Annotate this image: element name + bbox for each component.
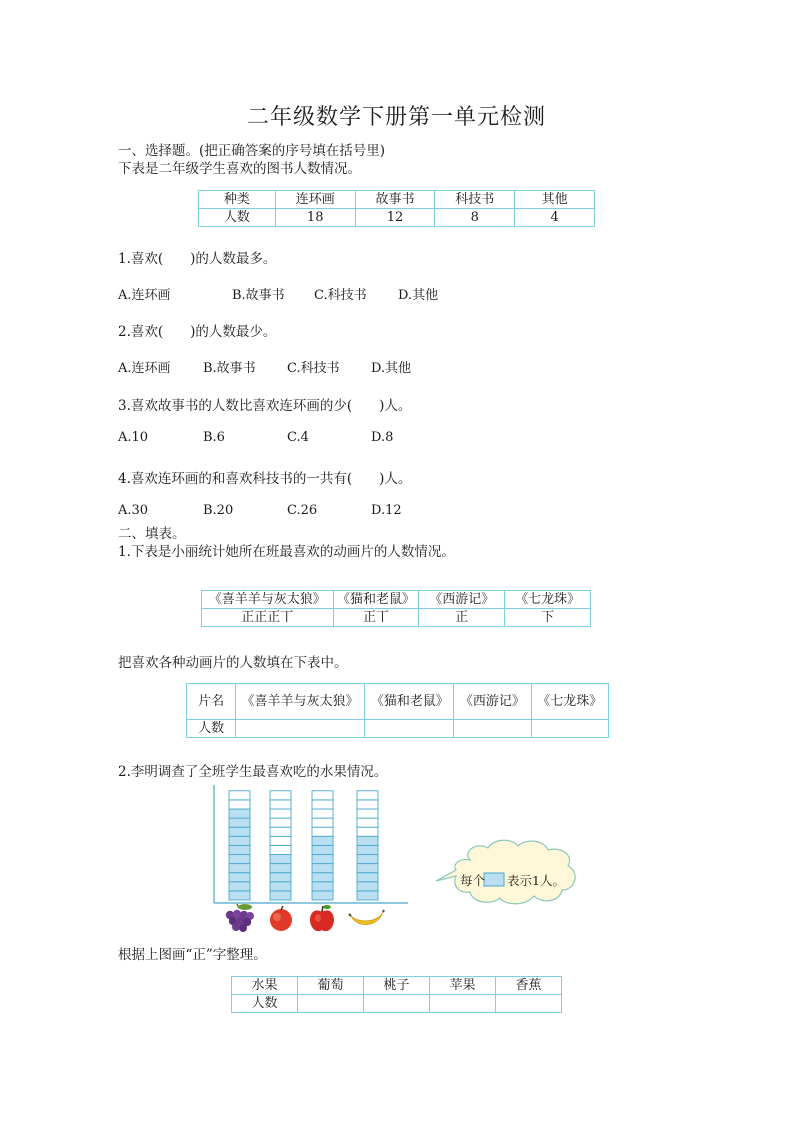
empty-unit-cell xyxy=(270,791,291,800)
fill-row-label: 人数 xyxy=(187,720,236,738)
empty-unit-cell xyxy=(270,845,291,854)
q1-option-b: B.故事书 xyxy=(232,288,285,303)
books-header-cell: 科技书 xyxy=(435,191,515,209)
question-2: 2.喜欢( )的人数最少。 xyxy=(118,324,277,340)
bar-banana xyxy=(357,791,378,900)
empty-unit-cell xyxy=(357,791,378,800)
filled-unit-cell xyxy=(229,855,250,864)
empty-unit-cell xyxy=(357,827,378,836)
filled-unit-cell xyxy=(270,873,291,882)
q3-option-d: D.8 xyxy=(371,430,394,445)
empty-unit-cell xyxy=(229,791,250,800)
filled-unit-cell xyxy=(312,864,333,873)
empty-unit-cell xyxy=(312,827,333,836)
books-value-cell: 18 xyxy=(275,209,355,227)
books-header-cell: 连环画 xyxy=(275,191,355,209)
filled-unit-cell xyxy=(357,845,378,854)
section1-heading: 一、选择题。(把正确答案的序号填在括号里) xyxy=(118,143,386,159)
fruit-table-row xyxy=(232,995,562,1013)
question-4: 4.喜欢连环画的和喜欢科技书的一共有( )人。 xyxy=(118,471,412,487)
empty-unit-cell xyxy=(312,809,333,818)
filled-unit-cell xyxy=(229,873,250,882)
empty-unit-cell xyxy=(229,800,250,809)
filled-unit-cell xyxy=(270,855,291,864)
section2-q2-intro: 2.李明调查了全班学生最喜欢吃的水果情况。 xyxy=(118,764,388,780)
legend-prefix: 每个 xyxy=(460,873,486,888)
bar-grape xyxy=(229,791,250,900)
books-value-cell: 4 xyxy=(515,209,595,227)
peach-icon xyxy=(270,906,292,931)
filled-unit-cell xyxy=(270,864,291,873)
empty-unit-cell xyxy=(312,791,333,800)
books-value-cell: 12 xyxy=(355,209,435,227)
fruit-header-cell: 水果 xyxy=(232,977,298,995)
q2-option-a: A.连环画 xyxy=(118,361,171,376)
empty-unit-cell xyxy=(357,809,378,818)
q4-option-b: B.20 xyxy=(203,503,234,518)
books-row-label: 人数 xyxy=(199,209,276,227)
filled-unit-cell xyxy=(357,873,378,882)
filled-unit-cell xyxy=(229,827,250,836)
books-value-cell: 8 xyxy=(435,209,515,227)
tally-cell: 正正正丅 xyxy=(202,609,334,627)
fill-label-header: 片名 xyxy=(187,684,236,720)
answer-cell[interactable] xyxy=(364,995,430,1013)
page-title: 二年级数学下册第一单元检测 xyxy=(246,105,546,130)
books-header-cell: 故事书 xyxy=(355,191,435,209)
filled-unit-cell xyxy=(357,891,378,900)
q4-option-d: D.12 xyxy=(371,503,402,518)
empty-unit-cell xyxy=(312,818,333,827)
fill-instruction: 把喜欢各种动画片的人数填在下表中。 xyxy=(118,655,348,671)
q3-option-a: A.10 xyxy=(118,430,149,445)
filled-unit-cell xyxy=(229,809,250,818)
fruit-row-label: 人数 xyxy=(232,995,298,1013)
filled-unit-cell xyxy=(229,891,250,900)
q2-option-b: B.故事书 xyxy=(203,361,256,376)
apple-icon xyxy=(310,905,334,931)
books-header-cell: 其他 xyxy=(515,191,595,209)
fill-header-cell: 《七龙珠》 xyxy=(531,684,608,720)
answer-cell[interactable] xyxy=(430,995,496,1013)
filled-unit-cell xyxy=(357,864,378,873)
empty-unit-cell xyxy=(357,800,378,809)
question-1: 1.喜欢( )的人数最多。 xyxy=(118,251,277,267)
cartoon-header-cell: 《西游记》 xyxy=(419,591,505,609)
q3-option-c: C.4 xyxy=(287,430,309,445)
q1-option-d: D.其他 xyxy=(398,288,439,303)
fruit-table xyxy=(231,976,562,1013)
q2-option-c: C.科技书 xyxy=(287,361,340,376)
filled-unit-cell xyxy=(312,845,333,854)
section2-heading: 二、填表。 xyxy=(118,526,186,542)
fruit-header-cell: 苹果 xyxy=(430,977,496,995)
tally-cell: 下 xyxy=(505,609,591,627)
tally-instruction: 根据上图画“正”字整理。 xyxy=(118,947,267,963)
q2-option-d: D.其他 xyxy=(371,361,412,376)
answer-cell[interactable] xyxy=(496,995,562,1013)
empty-unit-cell xyxy=(270,800,291,809)
empty-unit-cell xyxy=(270,827,291,836)
empty-unit-cell xyxy=(270,836,291,845)
empty-unit-cell xyxy=(312,800,333,809)
tally-cell: 正丅 xyxy=(333,609,419,627)
empty-unit-cell xyxy=(270,809,291,818)
cartoon-header-cell: 《喜羊羊与灰太狼》 xyxy=(202,591,334,609)
question-3: 3.喜欢故事书的人数比喜欢连环画的少( )人。 xyxy=(118,398,412,414)
q1-option-a: A.连环画 xyxy=(118,288,171,303)
fruit-table-header-row xyxy=(232,977,562,995)
fill-header-cell: 《猫和老鼠》 xyxy=(364,684,453,720)
filled-unit-cell xyxy=(229,818,250,827)
section1-intro: 下表是二年级学生喜欢的图书人数情况。 xyxy=(118,161,361,177)
legend-unit-square xyxy=(484,873,504,886)
bar-peach xyxy=(270,791,291,900)
filled-unit-cell xyxy=(270,891,291,900)
section2-q1-intro: 1.下表是小丽统计她所在班最喜欢的动画片的人数情况。 xyxy=(118,544,455,560)
filled-unit-cell xyxy=(357,882,378,891)
q3-option-b: B.6 xyxy=(203,430,225,445)
empty-unit-cell xyxy=(270,818,291,827)
bar-apple xyxy=(312,791,333,900)
filled-unit-cell xyxy=(229,836,250,845)
fill-header-cell: 《喜羊羊与灰太狼》 xyxy=(236,684,365,720)
legend-suffix: 表示1人。 xyxy=(507,873,565,888)
filled-unit-cell xyxy=(312,855,333,864)
filled-unit-cell xyxy=(229,864,250,873)
filled-unit-cell xyxy=(312,873,333,882)
filled-unit-cell xyxy=(312,891,333,900)
cartoon-header-cell: 《猫和老鼠》 xyxy=(333,591,419,609)
fruit-header-cell: 香蕉 xyxy=(496,977,562,995)
books-header-cell: 种类 xyxy=(199,191,276,209)
filled-unit-cell xyxy=(312,836,333,845)
cartoon-header-cell: 《七龙珠》 xyxy=(505,591,591,609)
tally-cell: 正 xyxy=(419,609,505,627)
fill-header-cell: 《西游记》 xyxy=(454,684,531,720)
banana-icon xyxy=(349,910,384,925)
fruit-header-cell: 葡萄 xyxy=(298,977,364,995)
filled-unit-cell xyxy=(270,882,291,891)
filled-unit-cell xyxy=(312,882,333,891)
fruit-header-cell: 桃子 xyxy=(364,977,430,995)
filled-unit-cell xyxy=(357,855,378,864)
grape-icon xyxy=(226,904,254,932)
answer-cell[interactable] xyxy=(298,995,364,1013)
q4-option-c: C.26 xyxy=(287,503,318,518)
empty-unit-cell xyxy=(357,818,378,827)
filled-unit-cell xyxy=(229,882,250,891)
q1-option-c: C.科技书 xyxy=(314,288,367,303)
filled-unit-cell xyxy=(229,845,250,854)
filled-unit-cell xyxy=(357,836,378,845)
q4-option-a: A.30 xyxy=(118,503,149,518)
